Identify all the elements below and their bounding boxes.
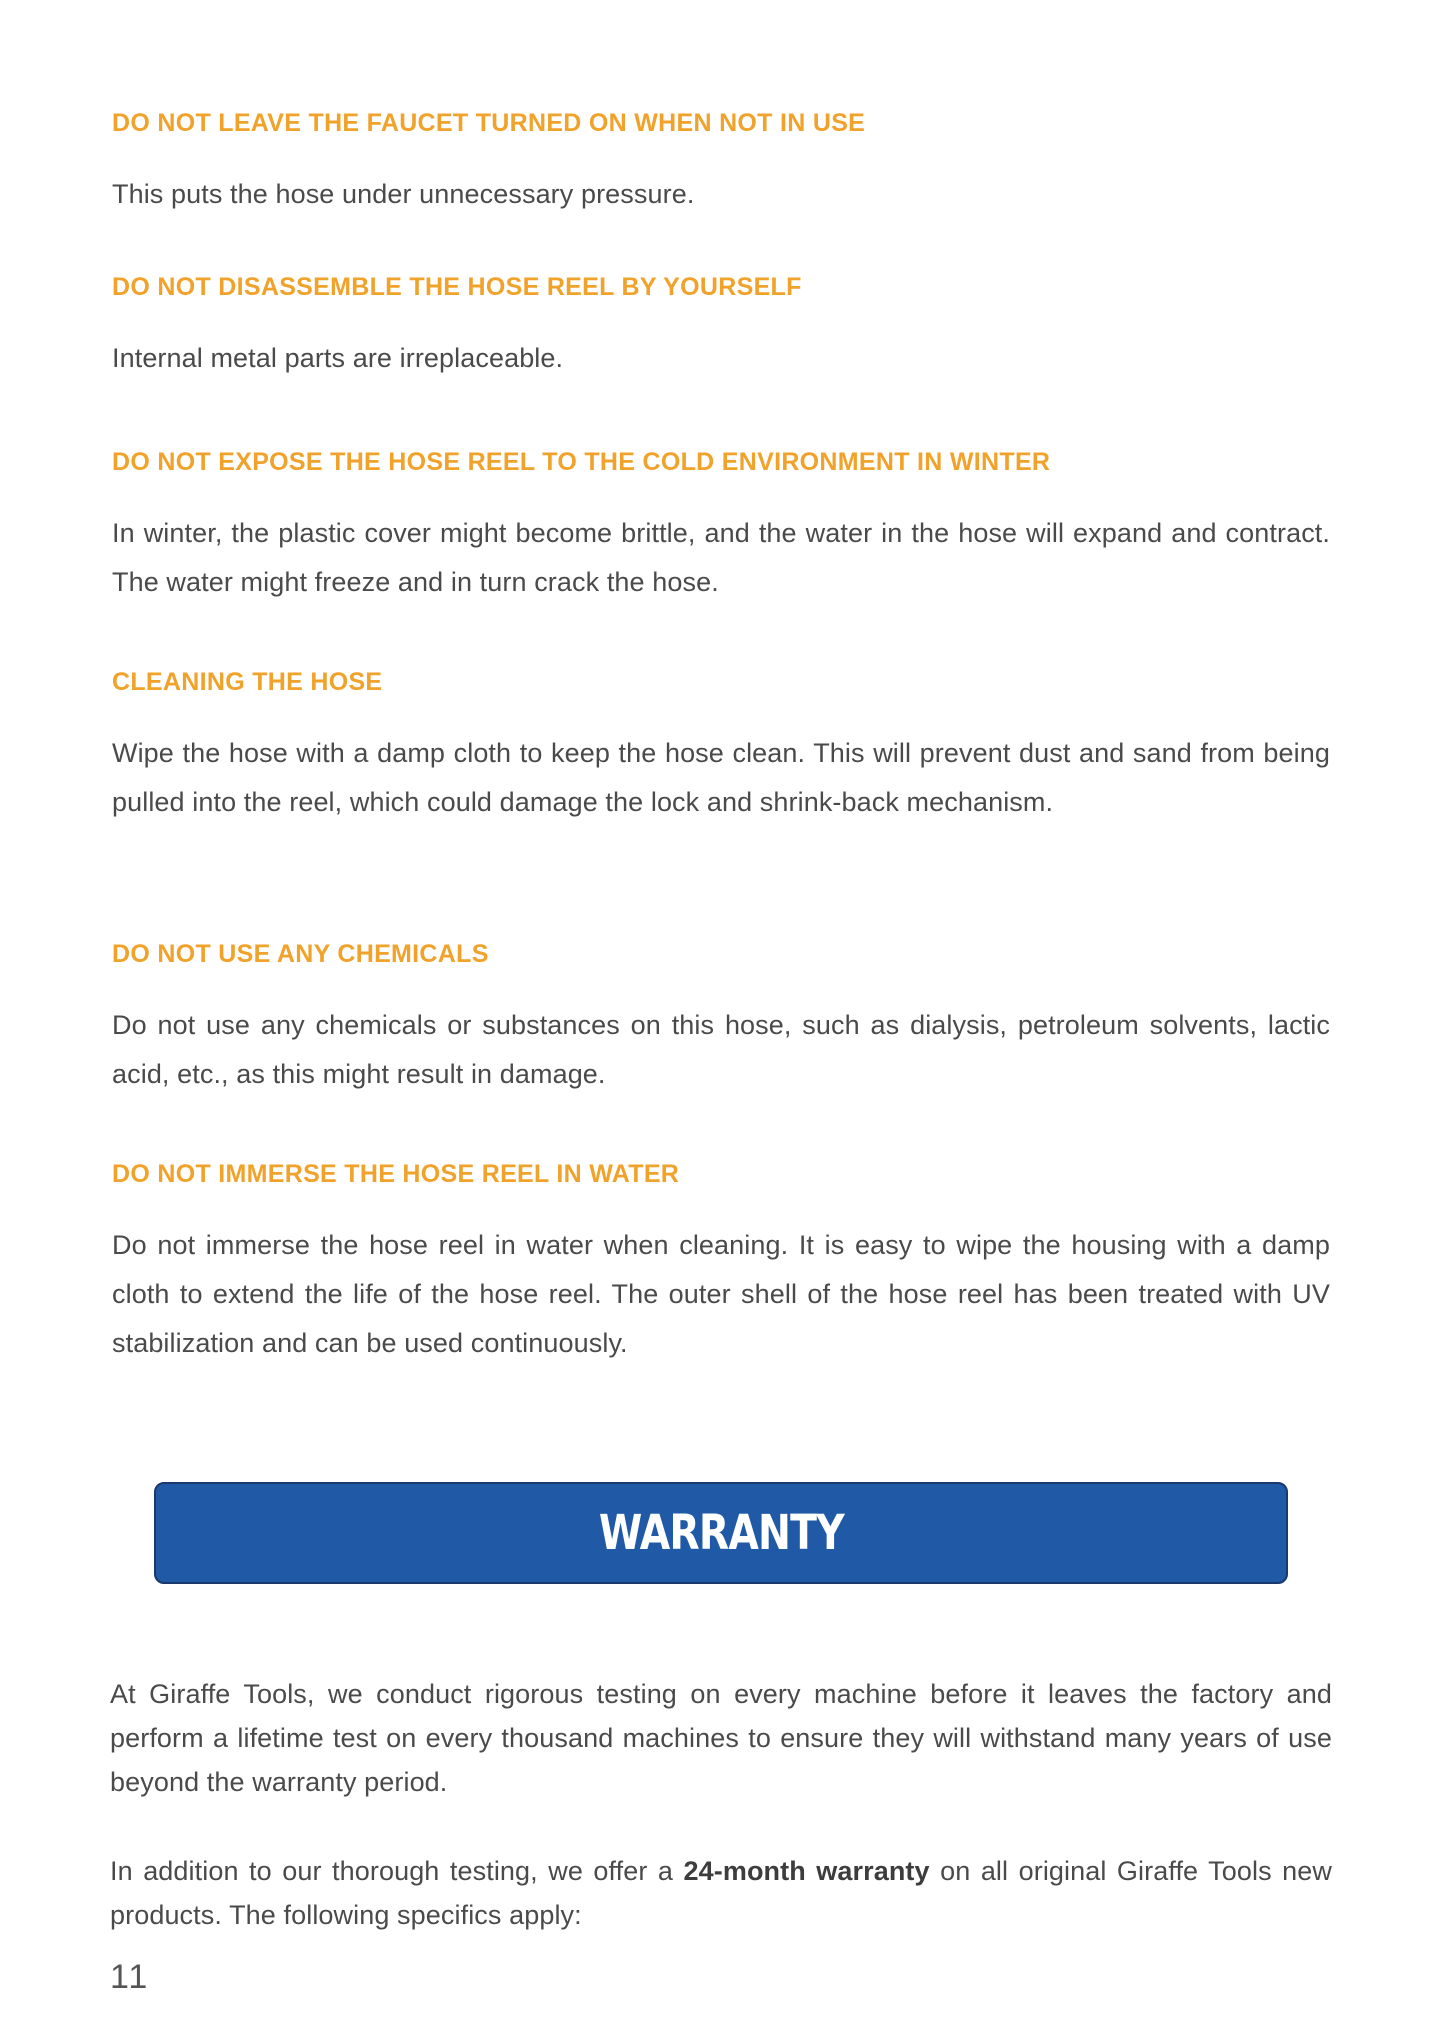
page-number: 11 xyxy=(110,1958,150,1996)
section-cleaning xyxy=(112,667,1330,827)
warranty-intro xyxy=(110,1672,1332,1804)
section-heading: DO NOT USE ANY CHEMICALS xyxy=(112,940,489,968)
warranty-terms xyxy=(110,1849,1332,1937)
section-body: In winter, the plastic cover might become brittle, and the water in the hose will expand and contract. The water might freeze and in turn crack the hose. xyxy=(112,518,1330,597)
warranty-paragraph-1: At Giraffe Tools, we conduct rigorous testing on every machine before it leaves the factory and perform a lifetime test on every thousand machines to ensure they will withstand many years of use beyond the warranty period. xyxy=(110,1679,1332,1797)
warranty-paragraph-2 xyxy=(110,1849,1332,1937)
section-body: Do not use any chemicals or substances on this hose, such as dialysis, petroleum solvents, lactic acid, etc., as this might result in damage. xyxy=(112,1010,1330,1089)
section-heading: DO NOT EXPOSE THE HOSE REEL TO THE COLD ENVIRONMENT IN WINTER xyxy=(112,448,1051,476)
section-body: Do not immerse the hose reel in water when cleaning. It is easy to wipe the housing with a damp cloth to extend the life of the hose reel. The outer shell of the hose reel has been treated with UV stabilization and can be used continuously. xyxy=(112,1230,1330,1358)
section-heading: CLEANING THE HOSE xyxy=(112,668,383,696)
warranty-duration: 24-month warranty xyxy=(683,1856,930,1886)
warranty-title: WARRANTY xyxy=(598,1505,844,1561)
section-faucet xyxy=(112,108,1330,219)
warranty-text-start: In addition to our thorough testing, we offer a xyxy=(110,1856,684,1886)
warranty-text-end: on all original Giraffe Tools new products. The following specifics apply: xyxy=(110,1856,1332,1930)
section-heading: DO NOT LEAVE THE FAUCET TURNED ON WHEN NOT IN USE xyxy=(112,109,866,137)
section-body: Internal metal parts are irreplaceable. xyxy=(112,343,564,373)
section-body: This puts the hose under unnecessary pressure. xyxy=(112,179,695,209)
section-chemicals xyxy=(112,939,1330,1099)
section-body: Wipe the hose with a damp cloth to keep the hose clean. This will prevent dust and sand from being pulled into the reel, which could damage the lock and shrink-back mechanism. xyxy=(112,738,1330,817)
section-heading: DO NOT IMMERSE THE HOSE REEL IN WATER xyxy=(112,1160,680,1188)
warranty-banner xyxy=(154,1482,1288,1584)
section-disassemble xyxy=(112,272,1330,383)
section-immerse xyxy=(112,1159,1330,1368)
section-cold-environment xyxy=(112,447,1330,607)
section-heading: DO NOT DISASSEMBLE THE HOSE REEL BY YOURSELF xyxy=(112,273,802,301)
